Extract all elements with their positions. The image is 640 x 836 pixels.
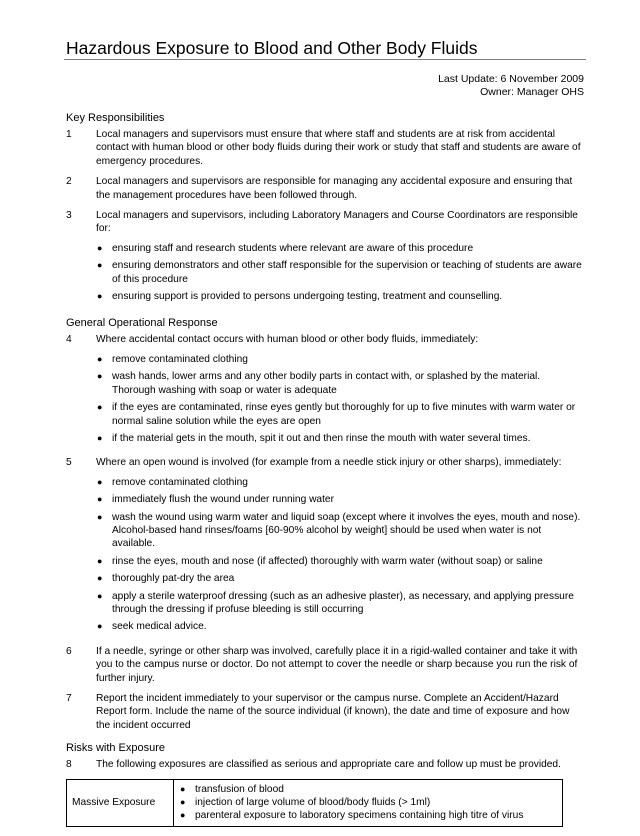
item-number: 8 <box>66 759 72 771</box>
item-text: Report the incident immediately to your supervisor or the campus nurse. Complete an Accident/Hazard Report form. Include the name of the source individual (if known), the date and time of exposure and how the incident occurred <box>96 693 570 731</box>
list-item: ● if the material gets in the mouth, spit it out and then rinse the mouth with water several times. <box>97 432 531 444</box>
bullet-list <box>96 242 586 304</box>
document-meta <box>438 73 584 99</box>
list-item: ● ensuring demonstrators and other staff responsible for the supervision or teaching of students are aware of this procedure <box>97 260 582 285</box>
table-row <box>67 779 563 826</box>
bullet-icon: ● <box>97 402 103 413</box>
item-text: Local managers and supervisors must ensure that where staff and students are at risk from accidental contact with human blood or other body fluids during their work or study that staff and students are aware of emergency procedures. <box>96 129 581 167</box>
section-heading: General Operational Response <box>66 317 218 330</box>
bullet-icon: ● <box>97 291 103 302</box>
numbered-item <box>66 209 586 307</box>
list-item: ● if the eyes are contaminated, rinse eyes gently but thoroughly for up to five minutes with warm water or normal saline solution while the eyes are open <box>97 402 576 427</box>
numbered-item <box>66 456 586 637</box>
section-key-responsibilities <box>66 111 586 307</box>
numbered-item <box>66 128 586 168</box>
list-item: ● thoroughly pat-dry the area <box>97 573 235 585</box>
item-number: 5 <box>66 457 72 469</box>
bullet-icon: ● <box>97 511 103 522</box>
bullet-icon: ● <box>97 555 103 566</box>
item-text: Local managers and supervisors are responsible for managing any accidental exposure and ensuring that the management procedures have been followed through. <box>96 176 573 201</box>
bullet-icon: ● <box>97 260 103 271</box>
list-item: ● injection of large volume of blood/body fluids (> 1ml) <box>180 797 431 809</box>
numbered-item <box>66 333 586 449</box>
section-general-operational-response <box>66 316 586 732</box>
page-title: Hazardous Exposure to Blood and Other Body Fluids <box>66 38 478 58</box>
bullet-icon: ● <box>97 476 103 487</box>
exposure-examples <box>174 779 563 826</box>
item-text: Where an open wound is involved (for example from a needle stick injury or other sharps), immediately: <box>96 457 562 469</box>
list-item: ● rinse the eyes, mouth and nose (if affected) thoroughly with warm water (without soap) or saline <box>97 555 543 567</box>
list-item: ● ensuring staff and research students where relevant are aware of this procedure <box>97 242 474 254</box>
list-item: ● wash the wound using warm water and liquid soap (except where it involves the eyes, mouth and nose). Alcohol-based hand rinses/foams [60-90% alcohol by weight] should be used when water is not available. <box>97 511 581 550</box>
item-number: 1 <box>66 129 72 140</box>
bullet-icon: ● <box>97 371 103 382</box>
list-item: ● remove contaminated clothing <box>97 353 248 365</box>
bullet-icon: ● <box>97 353 103 364</box>
item-number: 4 <box>66 334 72 346</box>
document-content <box>66 111 586 836</box>
numbered-item <box>66 758 586 771</box>
numbered-item <box>66 692 586 732</box>
bullet-icon: ● <box>180 783 186 794</box>
item-number: 7 <box>66 693 72 704</box>
item-text: Local managers and supervisors, including Laboratory Managers and Course Coordinators are responsible for: <box>96 210 578 235</box>
bullet-icon: ● <box>97 590 103 601</box>
item-text: The following exposures are classified as serious and appropriate care and follow up must be provided. <box>96 759 561 771</box>
bullet-icon: ● <box>97 432 103 443</box>
section-heading: Risks with Exposure <box>66 742 166 755</box>
list-item: ● transfusion of blood <box>180 783 284 795</box>
document-owner: Owner: Manager OHS <box>480 86 584 98</box>
title-divider <box>64 59 586 60</box>
section-risks-with-exposure <box>66 741 586 827</box>
bullet-list <box>179 783 557 823</box>
section-heading: Key Responsibilities <box>66 112 165 124</box>
last-update: Last Update: 6 November 2009 <box>438 73 584 85</box>
bullet-icon: ● <box>97 621 103 632</box>
item-number: 2 <box>66 176 72 188</box>
item-number: 6 <box>66 645 72 657</box>
numbered-item <box>66 645 586 685</box>
list-item: ● seek medical advice. <box>97 621 207 633</box>
bullet-list <box>96 476 586 634</box>
list-item: ● apply a sterile waterproof dressing (such as an adhesive plaster), as necessary, and applying pressure through the dressing if profuse bleeding is still occurring <box>97 590 574 615</box>
item-text: If a needle, syringe or other sharp was involved, carefully place it in a rigid-walled container and take it with you to the campus nurse or doctor. Do not attempt to cover the needle or sharp because you run the risk of further injury. <box>96 645 578 684</box>
bullet-icon: ● <box>97 494 103 505</box>
list-item: ● parenteral exposure to laboratory specimens containing high titre of virus <box>180 810 524 822</box>
exposure-table <box>66 779 563 827</box>
bullet-list <box>96 353 586 445</box>
bullet-icon: ● <box>97 573 103 584</box>
bullet-icon: ● <box>97 242 103 253</box>
list-item: ● remove contaminated clothing <box>97 476 248 488</box>
exposure-type: Massive Exposure <box>67 779 174 826</box>
numbered-item <box>66 175 586 202</box>
list-item: ● ensuring support is provided to persons undergoing testing, treatment and counselling. <box>97 291 503 303</box>
bullet-icon: ● <box>180 797 186 808</box>
list-item: ● wash hands, lower arms and any other bodily parts in contact with, or splashed by the material. Thorough washing with soap or water is adequate <box>97 371 541 396</box>
item-text: Where accidental contact occurs with human blood or other body fluids, immediately: <box>96 334 479 346</box>
list-item: ● immediately flush the wound under running water <box>97 494 334 506</box>
item-number: 3 <box>66 210 72 222</box>
bullet-icon: ● <box>180 810 186 821</box>
